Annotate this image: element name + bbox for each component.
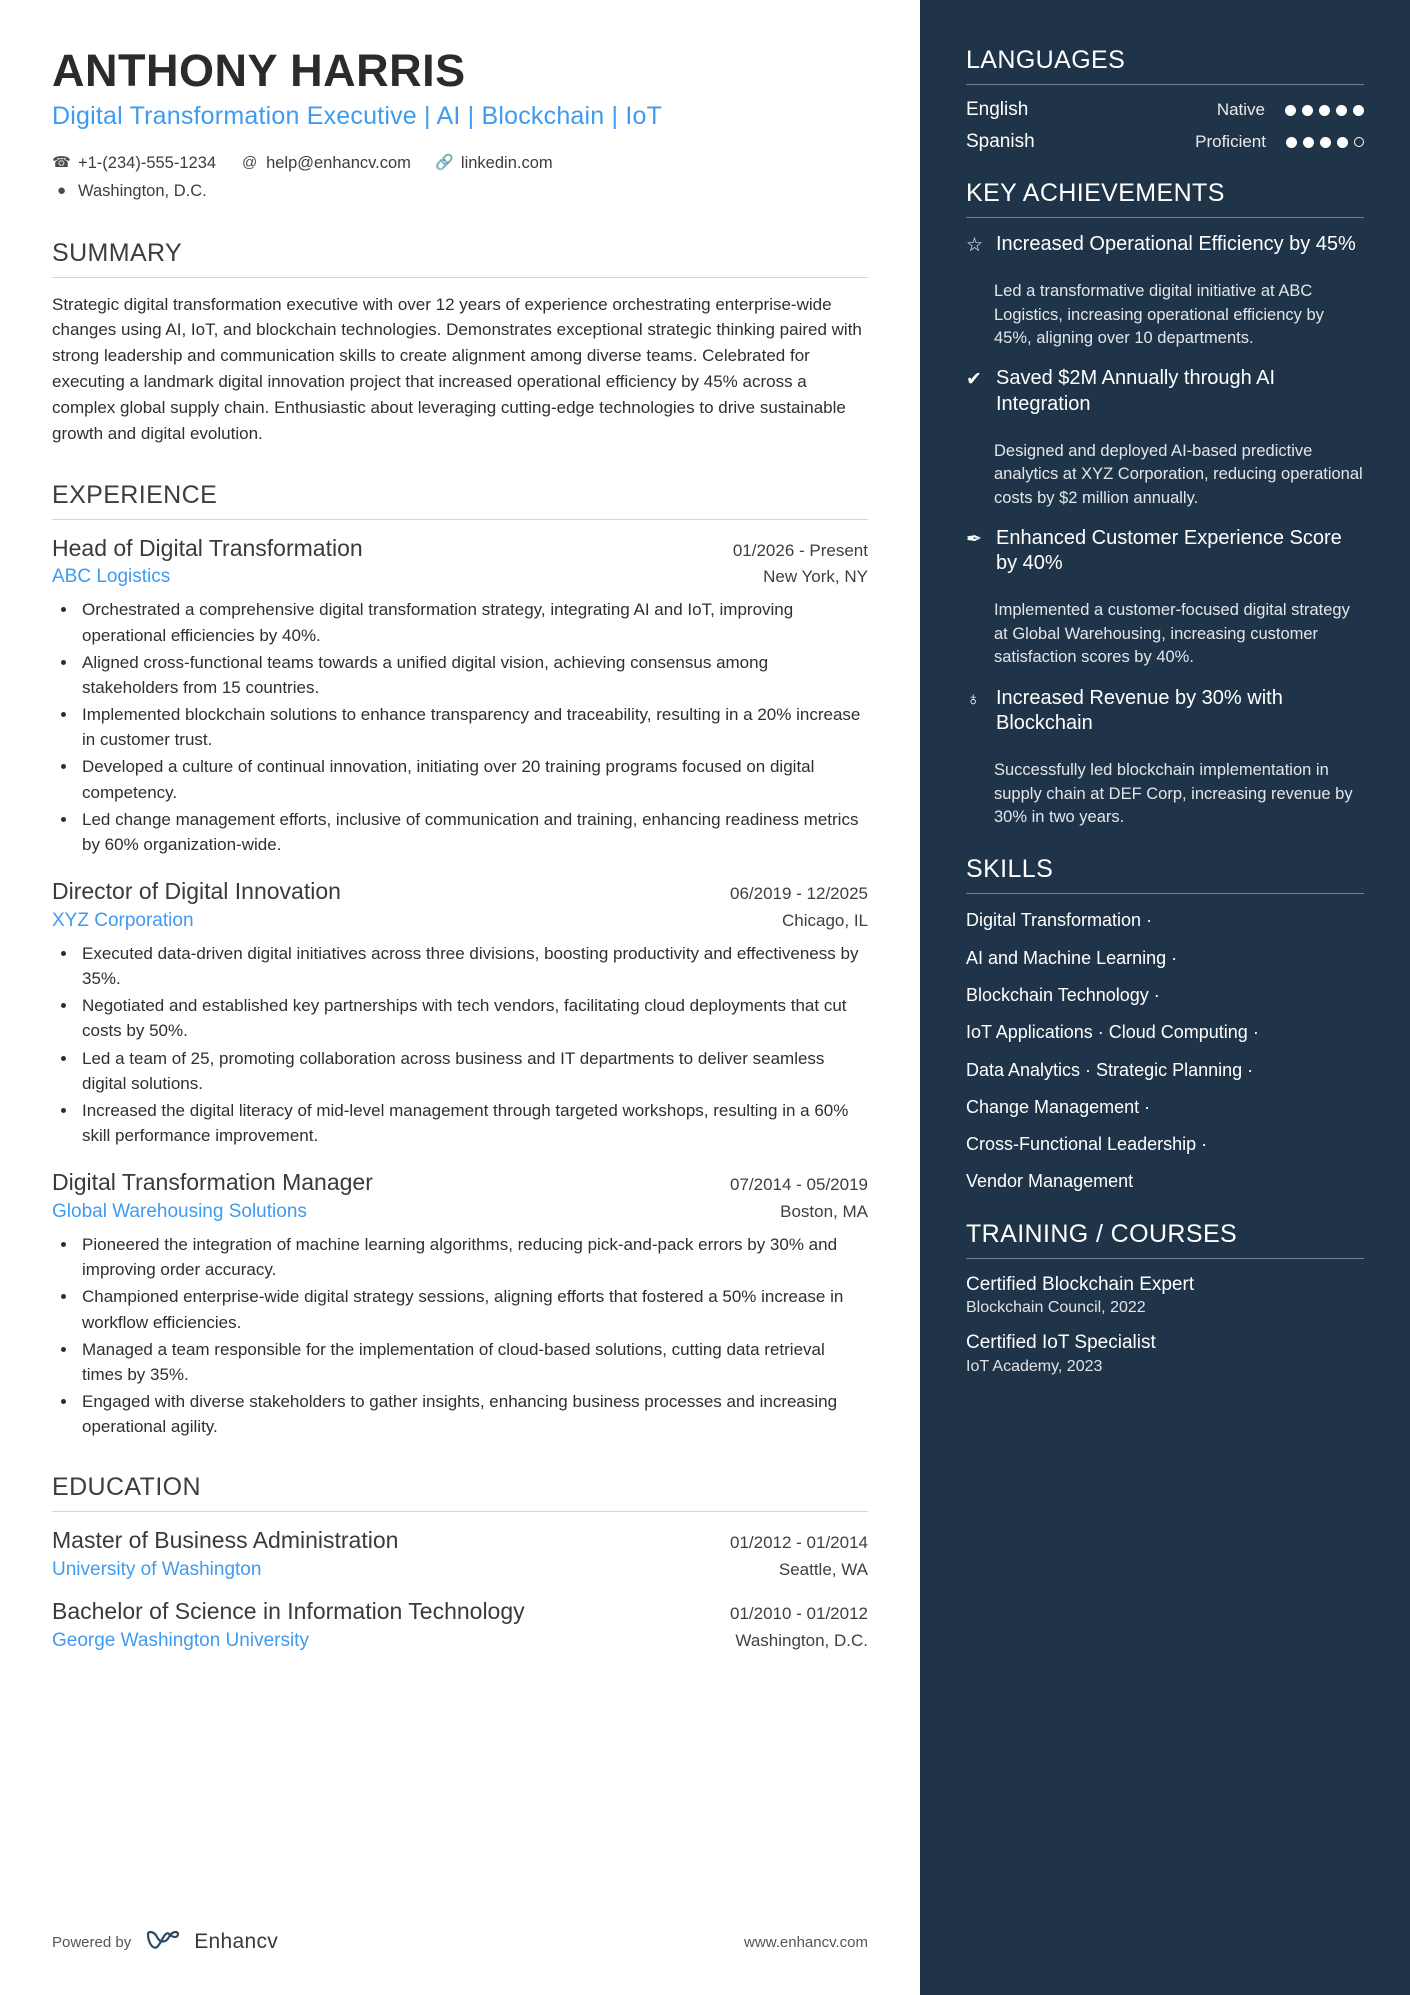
brand-name: Enhancv [194,1930,279,1953]
education-dates: 01/2010 - 01/2012 [729,1604,868,1624]
education-entry [52,1526,868,1581]
language-name: English [966,99,1029,120]
contact-email-text: help@enhancv.com [266,153,411,172]
list-item: • Executed data-driven digital initiatives across three divisions, boosting productivity and effectiveness by 35%. [78,941,868,991]
education-school[interactable]: University of Washington [52,1559,262,1581]
enhancv-logo-icon [145,1929,185,1955]
achievement-description: Led a transformative digital initiative at ABC Logistics, increasing operational efficiency by 45%, aligning over 10 departments. [994,282,1324,348]
job-dates: 07/2014 - 05/2019 [729,1175,868,1195]
section-title-languages: LANGUAGES [966,46,1126,74]
section-title-experience: EXPERIENCE [52,480,218,509]
rating-dot [1337,137,1348,148]
achievement-title: Increased Operational Efficiency by 45% [996,233,1356,255]
contact-phone[interactable] [52,149,216,177]
list-item: • Managed a team responsible for the implementation of cloud-based solutions, cutting data retrieval times by 35%. [78,1337,868,1387]
training-item [966,1273,1364,1318]
training-name: Certified IoT Specialist [966,1332,1156,1354]
job-location: New York, NY [763,567,868,587]
footer-website[interactable]: www.enhancv.com [744,1933,868,1951]
divider [966,893,1364,894]
skill-line: Blockchain Technology · [966,984,1160,1005]
rating-dot [1319,105,1330,116]
list-item: • Increased the digital literacy of mid-level management through targeted workshops, resulting in a 60% skill performance improvement. [78,1098,868,1148]
education-degree: Master of Business Administration [52,1527,399,1554]
list-item: • Orchestrated a comprehensive digital transformation strategy, integrating AI and IoT, improving operational efficiencies by 40%. [78,597,868,647]
rating-dot [1303,137,1314,148]
job-company[interactable]: Global Warehousing Solutions [52,1201,307,1223]
experience-entry [52,877,868,1148]
contact-location [52,177,207,205]
achievement-description: Designed and deployed AI-based predictive analytics at XYZ Corporation, reducing operational costs by $2 million annually. [994,441,1363,507]
divider [966,84,1364,85]
rating-dot [1302,105,1313,116]
link-icon: 🔗 [435,153,454,171]
achievement-title: Saved $2M Annually through AI Integration [996,367,1276,415]
job-bullets [52,1232,868,1439]
check-icon: ✔ [966,369,982,391]
list-item: • Negotiated and established key partnerships with tech vendors, facilitating cloud deployments that cut costs by 50%. [78,993,868,1043]
skill-line: Vendor Management [966,1171,1134,1192]
skill-line: Cross-Functional Leadership · [966,1134,1208,1155]
skill-line: Digital Transformation · [966,910,1153,931]
divider [52,1511,868,1512]
job-location: Chicago, IL [782,910,868,930]
list-item: • Pioneered the integration of machine learning algorithms, reducing pick-and-pack errors by 30% and improving order accuracy. [78,1232,868,1282]
section-title-achievements: KEY ACHIEVEMENTS [966,179,1225,207]
achievement-title: Enhanced Customer Experience Score by 40% [996,527,1342,575]
list-item: • Engaged with diverse stakeholders to gather insights, enhancing business processes and increasing operational agility. [78,1389,868,1439]
award-icon: ♁ [966,688,981,710]
list-item: • Implemented blockchain solutions to enhance transparency and traceability, resulting in a 20% increase in customer trust. [78,702,868,752]
sidebar [920,0,1410,1995]
achievement-description: Implemented a customer-focused digital strategy at Global Warehousing, increasing customer satisfaction scores by 40%. [994,601,1350,667]
pen-icon: ✒ [966,529,982,551]
language-item [966,131,1364,153]
location-pin-icon: ● [56,181,67,199]
contact-linkedin[interactable] [435,149,553,177]
job-title: Digital Transformation Manager [52,1169,373,1196]
skill-line: AI and Machine Learning · [966,947,1178,968]
summary-text: Strategic digital transformation executive with over 12 years of experience orchestrating enterprise-wide changes using AI, IoT, and blockchain technologies. Demonstrates exceptional strategic thinking paired with strong leadership and communication skills to create alignment among diverse teams. Celebrated for executing a landmark digital innovation project that increased operational efficiency by 45% across a complex global supply chain. Enthusiastic about leveraging cutting-edge technologies to drive sustainable growth and digital evolution. [52,294,862,443]
achievement-title: Increased Revenue by 30% with Blockchain [996,686,1283,734]
education-location: Washington, D.C. [735,1631,868,1651]
star-icon: ☆ [966,235,984,256]
education-entry [52,1597,868,1652]
contact-email[interactable] [240,149,411,177]
brand-block [52,1929,278,1955]
divider [52,277,868,278]
skill-line: Data Analytics · Strategic Planning · [966,1059,1254,1080]
language-rating [1280,137,1364,148]
achievement-item [966,526,1364,583]
education-school[interactable]: George Washington University [52,1630,309,1652]
job-company[interactable]: ABC Logistics [52,566,171,588]
contact-block [52,149,868,205]
training-name: Certified Blockchain Expert [966,1273,1195,1295]
powered-by-label: Powered by [52,1933,132,1951]
language-level: Native [1216,100,1265,119]
list-item: • Led a team of 25, promoting collaboration across business and IT departments to deliver seamless digital solutions. [78,1046,868,1096]
job-dates: 01/2026 - Present [732,540,868,560]
professional-headline: Digital Transformation Executive | AI | Blockchain | IoT [52,101,663,130]
contact-phone-text: +1-(234)-555-1234 [78,153,217,172]
experience-entry [52,1168,868,1439]
divider [966,217,1364,218]
divider [966,1258,1364,1259]
job-bullets [52,941,868,1148]
rating-dot [1285,105,1296,116]
education-degree: Bachelor of Science in Information Technology [52,1598,525,1625]
language-name: Spanish [966,131,1035,152]
section-title-training: TRAINING / COURSES [966,1219,1238,1248]
rating-dot [1336,105,1347,116]
list-item: • Championed enterprise-wide digital strategy sessions, aligning efforts that fostered a 50% increase in workflow efficiencies. [78,1284,868,1334]
achievement-description: Successfully led blockchain implementation in supply chain at DEF Corp, increasing revenue by 30% in two years. [994,761,1353,826]
education-dates: 01/2012 - 01/2014 [729,1533,868,1553]
training-meta: IoT Academy, 2023 [966,1358,1103,1376]
skill-line: IoT Applications · Cloud Computing · [966,1022,1259,1043]
divider [52,519,868,520]
list-item: • Led change management efforts, inclusive of communication and training, enhancing readiness metrics by 60% organization-wide. [78,807,868,857]
phone-icon: ☎ [52,153,71,171]
achievement-item [966,686,1364,743]
skill-line: Change Management · [966,1096,1151,1117]
section-title-education: EDUCATION [52,1473,201,1502]
section-title-summary: SUMMARY [52,238,183,267]
rating-dot [1353,105,1364,116]
achievement-item [966,366,1364,423]
achievement-item [966,232,1364,264]
experience-entry [52,534,868,857]
list-item: • Developed a culture of continual innovation, initiating over 20 training programs focused on digital competency. [78,754,868,804]
job-title: Head of Digital Transformation [52,534,363,561]
section-title-skills: SKILLS [966,855,1054,884]
rating-dot-empty [1354,137,1364,147]
rating-dot [1320,137,1331,148]
contact-linkedin-text: linkedin.com [460,153,553,172]
job-dates: 06/2019 - 12/2025 [729,884,868,904]
page-title: ANTHONY HARRIS [52,45,466,96]
list-item: • Aligned cross-functional teams towards a unified digital vision, achieving consensus among stakeholders from 15 countries. [78,650,868,700]
training-item [966,1331,1364,1376]
rating-dot [1286,137,1297,148]
language-level: Proficient [1195,132,1266,151]
job-title: Director of Digital Innovation [52,878,341,905]
education-location: Seattle, WA [778,1560,868,1580]
job-bullets [52,597,868,857]
footer [52,1929,868,1955]
language-rating [1279,105,1364,116]
contact-location-text: Washington, D.C. [78,181,207,200]
email-icon: @ [241,153,258,171]
job-location: Boston, MA [780,1202,868,1222]
language-item [966,99,1364,121]
job-company[interactable]: XYZ Corporation [52,909,194,931]
training-meta: Blockchain Council, 2022 [966,1299,1146,1317]
